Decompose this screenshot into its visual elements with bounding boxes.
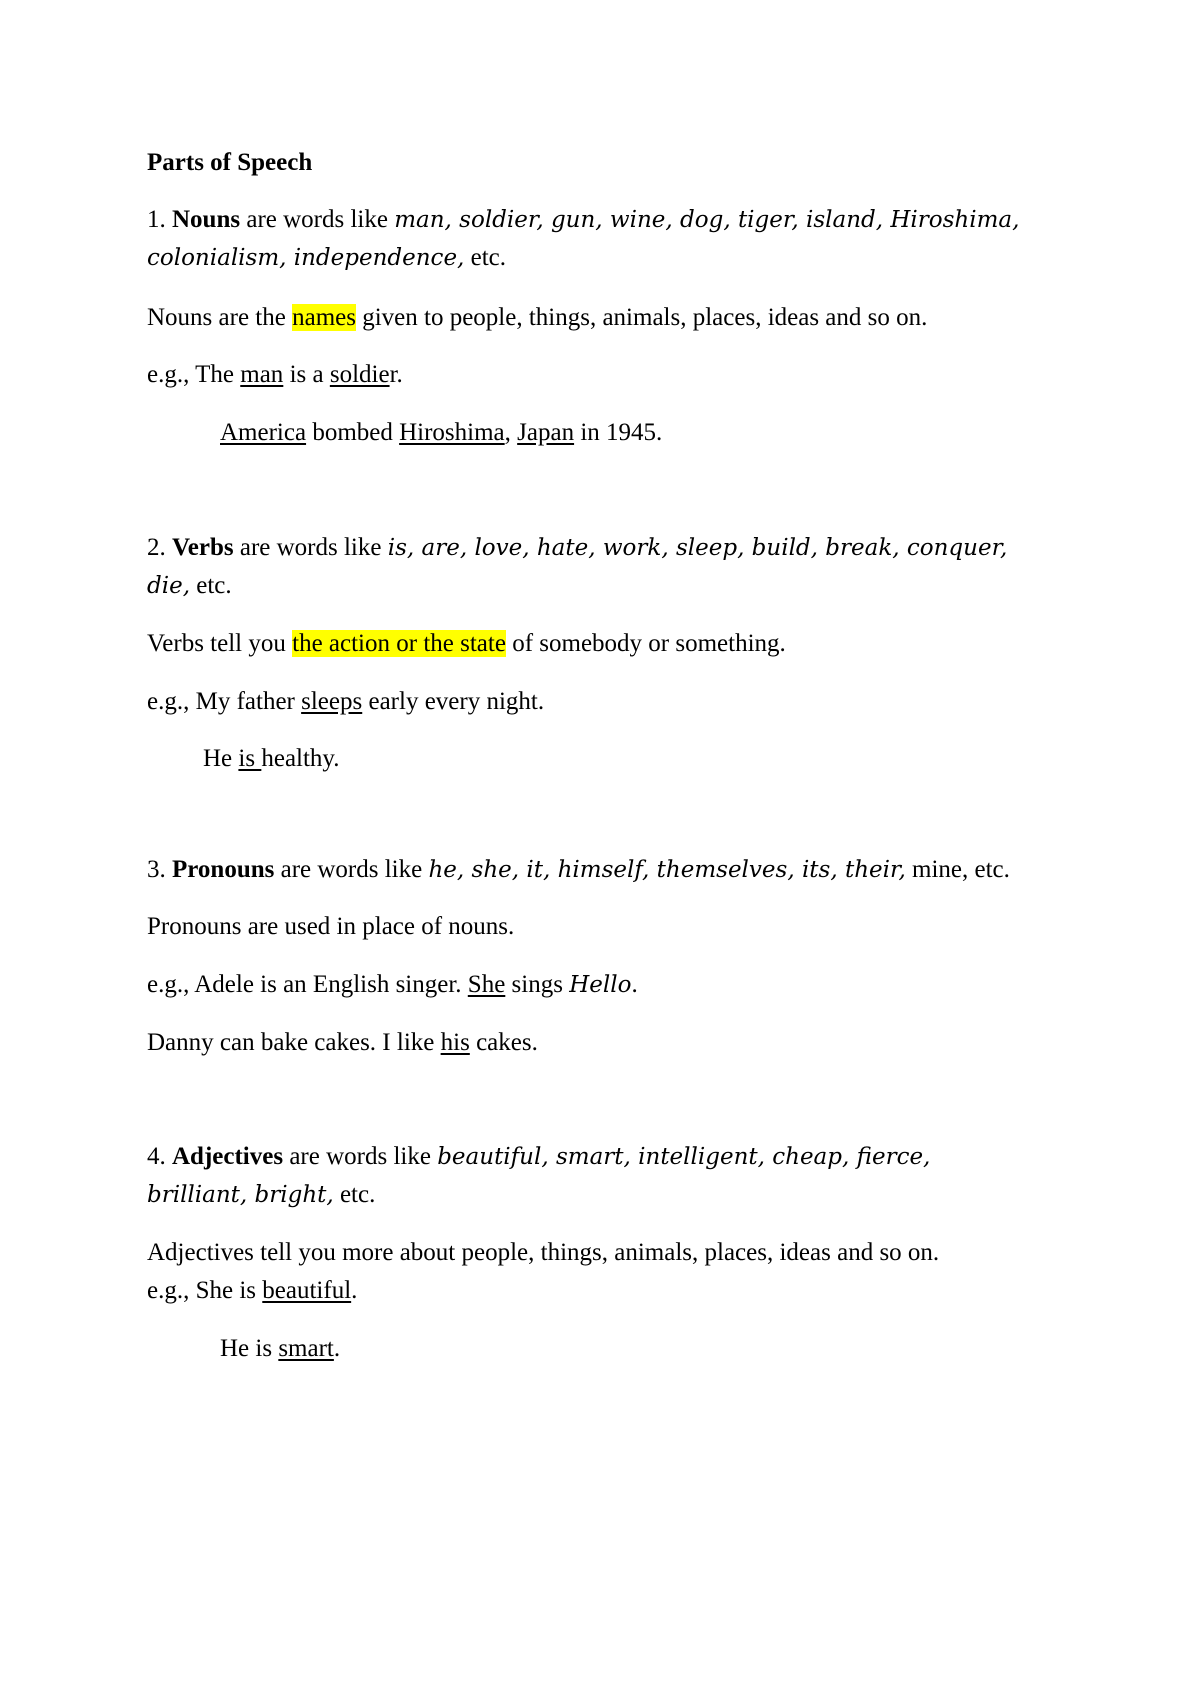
- verbs-ex2-underlined-is: is: [238, 745, 262, 772]
- pronouns-term: Pronouns: [172, 856, 275, 883]
- adjectives-ex1-pre: e.g., She is: [147, 1277, 263, 1304]
- nouns-highlight: names: [292, 304, 356, 331]
- pronouns-ex2-underlined-his: his: [440, 1029, 470, 1056]
- pronouns-ex1-pre: e.g., Adele is an English singer.: [147, 971, 468, 998]
- adjectives-ex1-underlined-beautiful: beautiful: [262, 1277, 352, 1304]
- adjectives-heading-line: [147, 1142, 930, 1172]
- adjectives-ex2-underlined-smart: smart: [278, 1335, 334, 1362]
- nouns-ex2-underlined-japan: Japan: [517, 419, 575, 446]
- nouns-ex1-underlined-soldier: soldie: [329, 361, 390, 388]
- adjectives-number: 4.: [147, 1143, 166, 1170]
- verbs-ex1-pre: e.g., My father: [147, 688, 302, 715]
- adjectives-etc: etc.: [333, 1181, 376, 1208]
- adjectives-definition: Adjectives tell you more about people, things, animals, places, ideas and so on.: [147, 1239, 940, 1266]
- verbs-intro: are words like: [233, 534, 388, 561]
- pronouns-intro: are words like: [274, 856, 429, 883]
- adjectives-term: Adjectives: [172, 1143, 284, 1170]
- verbs-ex1-post: early every night.: [362, 688, 545, 715]
- nouns-examples-line-2: [147, 243, 506, 273]
- adjectives-ex1-post: .: [351, 1277, 358, 1304]
- nouns-etc: etc.: [464, 244, 507, 271]
- verbs-examples-line-2: [147, 571, 232, 601]
- verbs-heading-line: [147, 533, 1007, 563]
- adjectives-examples-line-2: [147, 1180, 375, 1210]
- nouns-examples-cont: colonialism, independence,: [147, 245, 465, 271]
- verbs-example-1: [147, 687, 544, 717]
- nouns-ex2-post: in 1945.: [574, 419, 663, 446]
- verbs-example-2: [203, 744, 340, 774]
- nouns-ex1-pre: e.g., The: [147, 361, 241, 388]
- verbs-number: 2.: [147, 534, 166, 561]
- pronouns-definition: Pronouns are used in place of nouns.: [147, 913, 515, 940]
- verbs-examples-cont: die,: [147, 573, 191, 599]
- nouns-definition: [147, 303, 927, 333]
- nouns-ex1-post: r.: [389, 361, 403, 388]
- nouns-def-pre: Nouns are the: [147, 304, 293, 331]
- nouns-heading-line: [147, 205, 1019, 235]
- nouns-intro: are words like: [240, 206, 395, 233]
- verbs-ex2-pre: He: [203, 745, 239, 772]
- verbs-definition: [147, 629, 786, 659]
- adjectives-intro: are words like: [283, 1143, 438, 1170]
- pronouns-number: 3.: [147, 856, 166, 883]
- adjectives-example-1: [147, 1276, 357, 1306]
- nouns-term: Nouns: [172, 206, 241, 233]
- pronouns-example-2: [147, 1028, 538, 1058]
- pronouns-tail: mine, etc.: [905, 856, 1010, 883]
- nouns-ex2-mid2: ,: [504, 419, 518, 446]
- nouns-ex2-underlined-hiroshima: Hiroshima: [399, 419, 505, 446]
- pronouns-heading-line: [147, 855, 1010, 885]
- pronouns-ex1-post: .: [631, 971, 638, 998]
- nouns-ex1-mid: is a: [283, 361, 330, 388]
- adjectives-examples: beautiful, smart, intelligent, cheap, fierce,: [437, 1144, 931, 1170]
- pronouns-examples: he, she, it, himself, themselves, its, their,: [428, 857, 906, 883]
- adjectives-examples-cont: brilliant, bright,: [147, 1182, 334, 1208]
- verbs-def-post: of somebody or something.: [505, 630, 786, 657]
- verbs-ex1-underlined-sleeps: sleeps: [301, 688, 363, 715]
- page-title: Parts of Speech: [147, 149, 313, 176]
- nouns-examples: man, soldier, gun, wine, dog, tiger, island, Hiroshima,: [394, 207, 1020, 233]
- verbs-highlight: the action or the state: [292, 630, 506, 657]
- nouns-ex2-underlined-america: America: [220, 419, 307, 446]
- pronouns-ex2-pre: Danny can bake cakes. I like: [147, 1029, 441, 1056]
- pronouns-ex1-italic-hello: Hello: [569, 972, 632, 998]
- adjectives-example-2: [220, 1334, 340, 1364]
- pronouns-ex2-post: cakes.: [469, 1029, 538, 1056]
- verbs-ex2-post: healthy.: [261, 745, 340, 772]
- nouns-example-2: [220, 418, 662, 448]
- pronouns-ex1-underlined-she: She: [467, 971, 506, 998]
- pronouns-ex1-mid: sings: [505, 971, 570, 998]
- nouns-ex2-mid1: bombed: [306, 419, 400, 446]
- nouns-example-1: [147, 360, 403, 390]
- verbs-examples: is, are, love, hate, work, sleep, build, break, conquer,: [387, 535, 1008, 561]
- adjectives-ex2-pre: He is: [220, 1335, 279, 1362]
- adjectives-ex2-post: .: [333, 1335, 341, 1362]
- nouns-def-post: given to people, things, animals, places, ideas and so on.: [355, 304, 928, 331]
- nouns-ex1-underlined-man: man: [240, 361, 284, 388]
- verbs-def-pre: Verbs tell you: [147, 630, 293, 657]
- verbs-term: Verbs: [172, 534, 234, 561]
- nouns-number: 1.: [147, 206, 166, 233]
- verbs-etc: etc.: [190, 572, 232, 599]
- pronouns-example-1: [147, 970, 638, 1000]
